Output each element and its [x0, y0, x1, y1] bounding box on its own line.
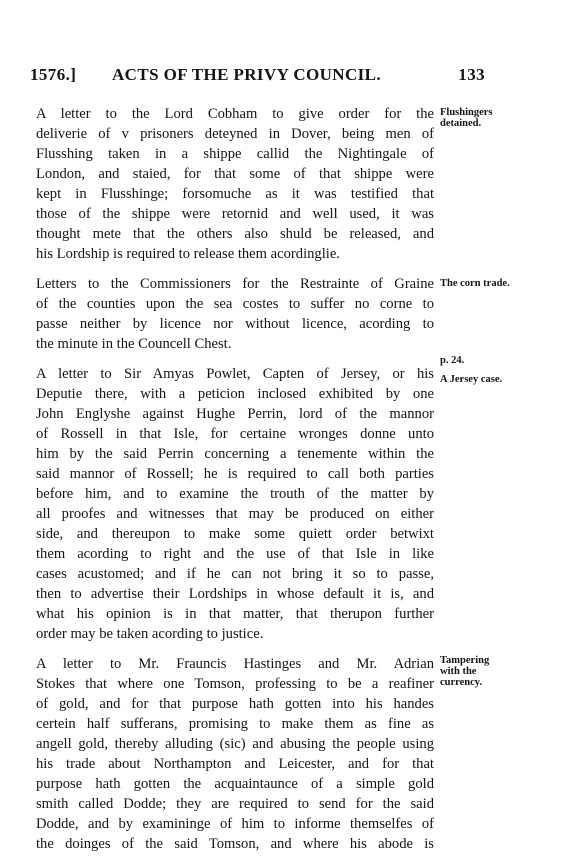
header-page-number: 133 — [458, 65, 485, 84]
margin-note-page-reference — [440, 355, 464, 366]
text-line: Dodde, and by examininge of him to informe themselfes of — [36, 816, 434, 832]
text-line: Stokes that where one Tomson, professing to be a reafiner — [36, 676, 434, 692]
text-line: purpose hath gotten the acquaintaunce of a simple gold — [36, 776, 434, 792]
text-line: smith called Dodde; they are required to send for the said — [36, 796, 434, 812]
text-line: all proofes and witnesses that may be produced on either — [36, 506, 434, 522]
text-line: his trade about Northampton and Leicester, and for that — [36, 756, 434, 772]
running-head — [30, 65, 485, 87]
text-line: what his opinion is in that matter, that therupon further — [36, 606, 434, 622]
margin-note-line: with the — [440, 666, 477, 677]
text-line: A letter to Sir Amyas Powlet, Capten of Jersey, or his — [36, 366, 434, 382]
text-line: Flusshing taken in a shippe callid the Nightingale of — [36, 146, 434, 162]
margin-note-line: Flushingers — [440, 107, 493, 118]
margin-note-line: A Jersey case. — [440, 374, 503, 385]
text-line: the minute in the Councell Chest. — [36, 336, 232, 352]
text-line: thought mete that the others also shuld be released, and — [36, 226, 434, 242]
text-line: A letter to Mr. Frauncis Hastinges and Mr. Adrian — [36, 656, 434, 672]
margin-note-line: detained. — [440, 118, 482, 129]
text-line: said mannor of Rossell; he is required to call both parties — [36, 466, 434, 482]
text-line: of gold, and for that purpose hath gotten into his handes — [36, 696, 434, 712]
header-title: ACTS OF THE PRIVY COUNCIL. — [112, 65, 382, 84]
text-line: kept in Flusshinge; forsomuche as it was testified that — [36, 186, 434, 202]
text-line: passe neither by licence nor without licence, acording to — [36, 316, 434, 332]
text-line: of Rossell in that Isle, for certaine wronges donne unto — [36, 426, 434, 442]
text-line: certein half sufferans, promising to make them as fine as — [36, 716, 434, 732]
text-line: of the counties upon the sea costes to suffer no corne to — [36, 296, 434, 312]
text-line: cases acustomed; and if he can not bring it so to passe, — [36, 566, 434, 582]
text-line: angell gold, thereby alluding (sic) and abusing the people using — [36, 736, 434, 752]
text-line: them acording to right and the use of that Isle in like — [36, 546, 434, 562]
text-line: A letter to the Lord Cobham to give order for the — [36, 106, 434, 122]
text-line: Letters to the Commissioners for the Restrainte of Graine — [36, 276, 434, 292]
text-line: his Lordship is required to release them acordinglie. — [36, 246, 340, 262]
margin-note-tampering — [440, 655, 489, 688]
text-line: Deputie there, with a peticion inclosed exhibited by one — [36, 386, 434, 402]
text-line: the doinges of the said Tomson, and where his abode is — [36, 836, 434, 852]
text-line: him by the said Perrin concerning a tenemente within the — [36, 446, 434, 462]
margin-note-line: The corn trade. — [440, 278, 510, 289]
margin-note-line: p. 24. — [440, 355, 465, 366]
margin-note-jersey-case — [440, 374, 502, 385]
margin-note-line: Tampering — [440, 655, 490, 666]
text-line: deliverie of v prisoners deteyned in Dover, being men of — [36, 126, 434, 142]
text-line: those of the shippe were retornid and well used, it was — [36, 206, 434, 222]
header-year: 1576.] — [30, 65, 77, 84]
text-line: order may be taken acording to justice. — [36, 626, 264, 642]
text-line: side, and thereupon to make some quiett order betwixt — [36, 526, 434, 542]
text-line: London, and staied, for that some of that shippe were — [36, 166, 434, 182]
margin-note-flushingers — [440, 107, 493, 129]
text-line: before him, and to examine the trouth of the matter by — [36, 486, 434, 502]
text-line: John Englyshe against Hughe Perrin, lord of the mannor — [36, 406, 434, 422]
text-line: then to advertise their Lordships in whose default it is, and — [36, 586, 434, 602]
margin-note-line: currency. — [440, 677, 483, 688]
margin-note-corn-trade — [440, 278, 510, 289]
